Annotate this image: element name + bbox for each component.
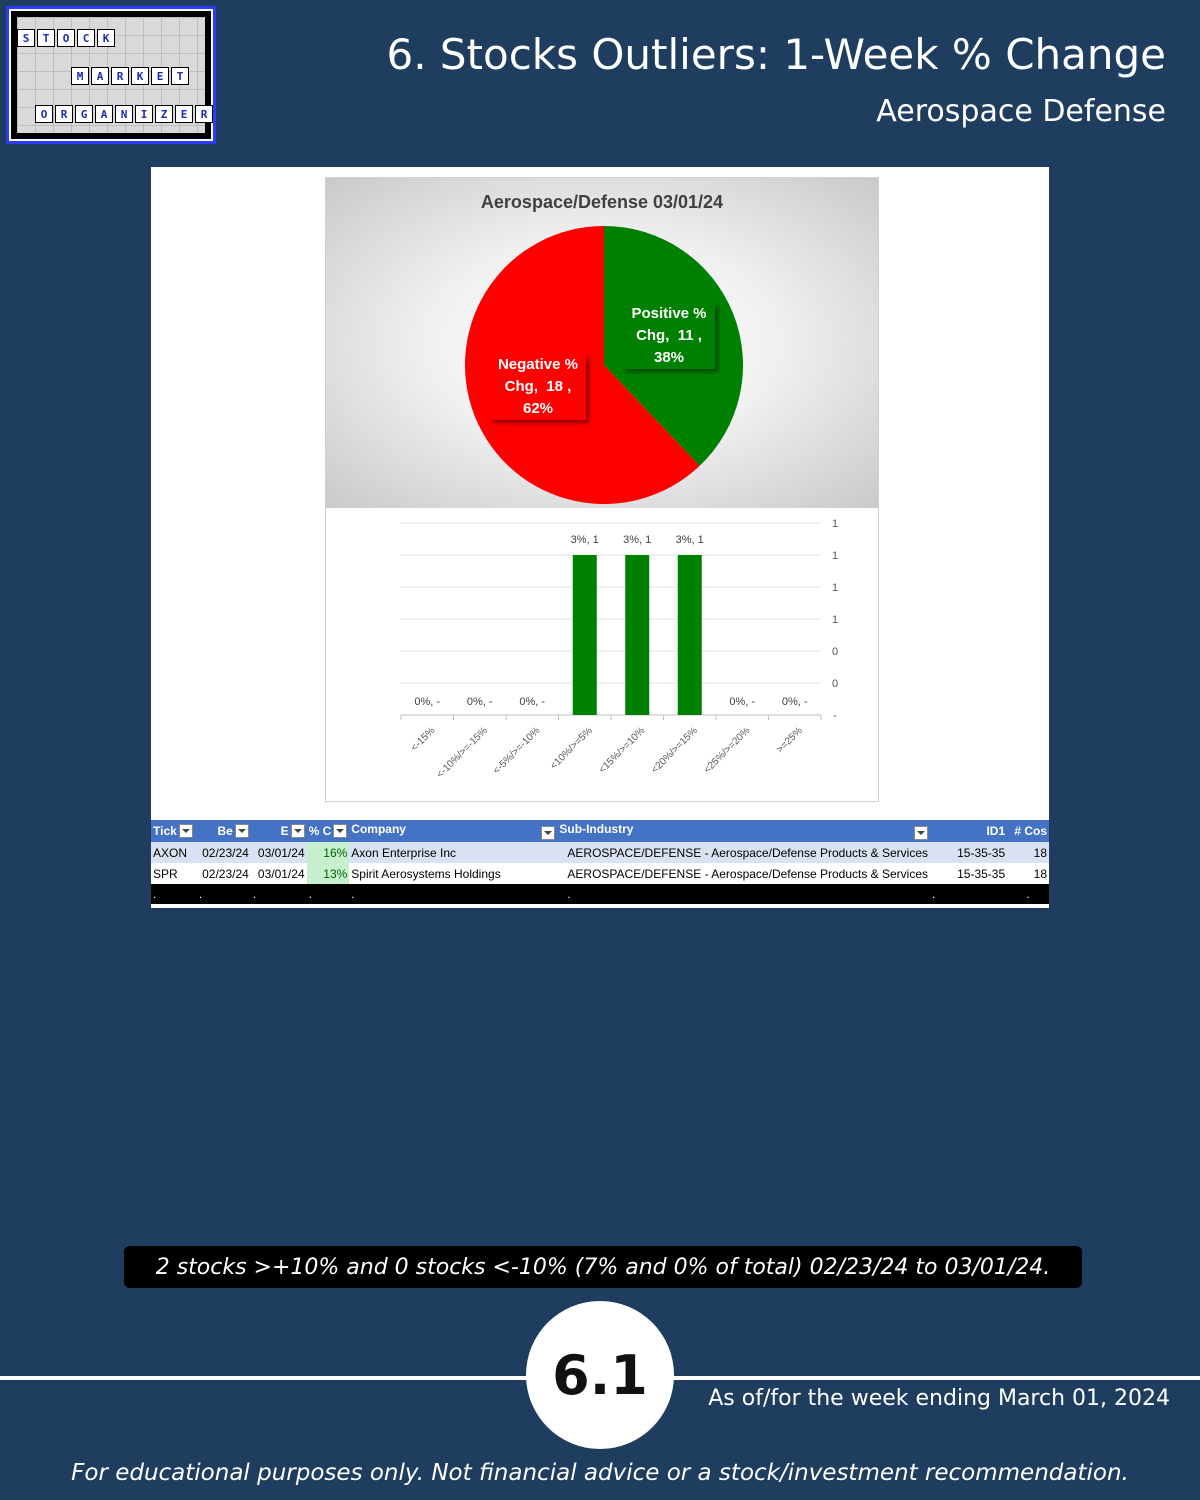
pct-change-cell: 13% <box>307 863 350 884</box>
bar-data-label: 0%, - <box>466 696 493 708</box>
num-cos-cell: 18 <box>1007 863 1049 884</box>
filter-dropdown-icon[interactable] <box>179 824 193 838</box>
pie-label-positive: Positive % Chg, 11 , 38% <box>623 303 715 369</box>
logo-letter: R <box>111 67 129 85</box>
logo-letter: O <box>57 29 75 47</box>
logo-letter: A <box>95 105 113 123</box>
blank-cell: . <box>1007 884 1049 904</box>
blank-cell: . <box>930 884 1007 904</box>
table-row <box>151 863 1049 884</box>
outliers-table <box>151 820 1049 904</box>
y-tick-label: 1 <box>831 582 839 594</box>
x-tick-label: <-15% <box>408 725 438 754</box>
y-tick-label: 1 <box>831 518 839 530</box>
stock-market-organizer-logo <box>9 9 213 141</box>
begin-date-cell: 02/23/24 <box>197 863 251 884</box>
column-header-ticker[interactable]: Tick <box>151 820 197 842</box>
table-header-row <box>151 820 1049 842</box>
x-tick-label: <-10%/>=-15% <box>434 725 490 781</box>
column-header-sub-industry[interactable]: Sub-Industry <box>557 820 930 842</box>
column-header-id1[interactable]: ID1 <box>930 820 1007 842</box>
id1-cell: 15-35-35 <box>930 863 1007 884</box>
bar <box>625 555 649 715</box>
filter-dropdown-icon[interactable] <box>291 824 305 838</box>
end-date-cell: 03/01/24 <box>251 842 307 863</box>
pct-change-cell: 16% <box>307 842 350 863</box>
section-number-badge: 6.1 <box>526 1301 674 1449</box>
x-tick-label: >=25% <box>774 725 805 756</box>
y-tick-label: 1 <box>831 614 839 626</box>
pie-chart-area <box>326 178 878 508</box>
logo-letter: S <box>17 29 35 47</box>
bar-data-label: 0%, - <box>729 696 756 708</box>
bar-data-label: 0%, - <box>414 696 441 708</box>
blank-cell: . <box>557 884 930 904</box>
begin-date-cell: 02/23/24 <box>197 842 251 863</box>
logo-letter: R <box>55 105 73 123</box>
ticker-cell: SPR <box>151 863 197 884</box>
bar-chart-area <box>326 511 878 801</box>
filter-dropdown-icon[interactable] <box>914 826 928 840</box>
bar-data-label: 3%, 1 <box>570 534 599 546</box>
bar-data-label: 3%, 1 <box>623 534 652 546</box>
x-tick-label: <-5%/>=-10% <box>491 725 543 777</box>
id1-cell: 15-35-35 <box>930 842 1007 863</box>
summary-note: 2 stocks >+10% and 0 stocks <-10% (7% and 0% of total) 02/23/24 to 03/01/24. <box>124 1246 1082 1288</box>
logo-letter: T <box>37 29 55 47</box>
blank-cell: . <box>151 884 197 904</box>
y-tick-label: - <box>833 710 837 722</box>
blank-cell: . <box>197 884 251 904</box>
logo-letter: K <box>131 67 149 85</box>
bar-data-label: 0%, - <box>519 696 546 708</box>
bar-chart-svg <box>326 511 878 801</box>
x-tick-label: <20%/>=15% <box>649 725 700 776</box>
company-cell: Axon Enterprise Inc <box>349 842 557 863</box>
bar <box>573 555 597 715</box>
bar-data-label: 3%, 1 <box>675 534 704 546</box>
chart-panel <box>151 167 1049 908</box>
column-header-begin[interactable]: Be <box>197 820 251 842</box>
y-tick-label: 1 <box>831 550 839 562</box>
x-tick-label: <10%/>=5% <box>548 725 595 772</box>
logo-letter: K <box>97 29 115 47</box>
page-title: 6. Stocks Outliers: 1-Week % Change <box>386 30 1166 79</box>
filter-dropdown-icon[interactable] <box>333 824 347 838</box>
logo-letter: A <box>91 67 109 85</box>
y-tick-label: 0 <box>831 678 839 690</box>
x-tick-label: <25%/>=20% <box>701 725 753 776</box>
blank-cell: . <box>307 884 350 904</box>
chart-container <box>325 177 879 802</box>
x-tick-label: <15%/>=10% <box>596 725 648 776</box>
logo-letter: M <box>71 67 89 85</box>
column-header-end[interactable]: E <box>251 820 307 842</box>
logo-letter: N <box>115 105 133 123</box>
pie-label-negative: Negative % Chg, 18 , 62% <box>490 354 586 420</box>
num-cos-cell: 18 <box>1007 842 1049 863</box>
column-header-company[interactable]: Company <box>349 820 557 842</box>
filter-dropdown-icon[interactable] <box>541 826 555 840</box>
table-row-blank <box>151 884 1049 904</box>
logo-letter: E <box>175 105 193 123</box>
logo-letter: R <box>195 105 213 123</box>
logo-letter: T <box>171 67 189 85</box>
page-subtitle: Aerospace Defense <box>876 94 1166 129</box>
pie-chart-svg <box>326 178 878 508</box>
company-cell: Spirit Aerosystems Holdings <box>349 863 557 884</box>
as-of-date: As of/for the week ending March 01, 2024 <box>708 1386 1170 1411</box>
y-tick-label: 0 <box>831 646 839 658</box>
ticker-cell: AXON <box>151 842 197 863</box>
logo-letter: E <box>151 67 169 85</box>
bar-data-label: 0%, - <box>781 696 808 708</box>
pie-chart-title: Aerospace/Defense 03/01/24 <box>480 192 724 212</box>
logo-word-market <box>71 67 189 85</box>
sub-industry-cell: AEROSPACE/DEFENSE - Aerospace/Defense Products & Services <box>557 863 930 884</box>
blank-cell: . <box>349 884 557 904</box>
blank-cell: . <box>251 884 307 904</box>
table-row <box>151 842 1049 863</box>
end-date-cell: 03/01/24 <box>251 863 307 884</box>
logo-letter: O <box>35 105 53 123</box>
bar <box>678 555 702 715</box>
logo-letter: G <box>75 105 93 123</box>
logo-letter: Z <box>155 105 173 123</box>
logo-word-stock <box>17 29 115 47</box>
disclaimer: For educational purposes only. Not financial advice or a stock/investment recommendation. <box>71 1460 1129 1486</box>
logo-letter: C <box>77 29 95 47</box>
column-header-num-cos[interactable]: # Cos <box>1007 820 1049 842</box>
column-header-pct-change[interactable]: % C <box>307 820 350 842</box>
logo-letter: I <box>135 105 153 123</box>
filter-dropdown-icon[interactable] <box>235 824 249 838</box>
sub-industry-cell: AEROSPACE/DEFENSE - Aerospace/Defense Products & Services <box>557 842 930 863</box>
logo-word-organizer <box>35 105 213 123</box>
